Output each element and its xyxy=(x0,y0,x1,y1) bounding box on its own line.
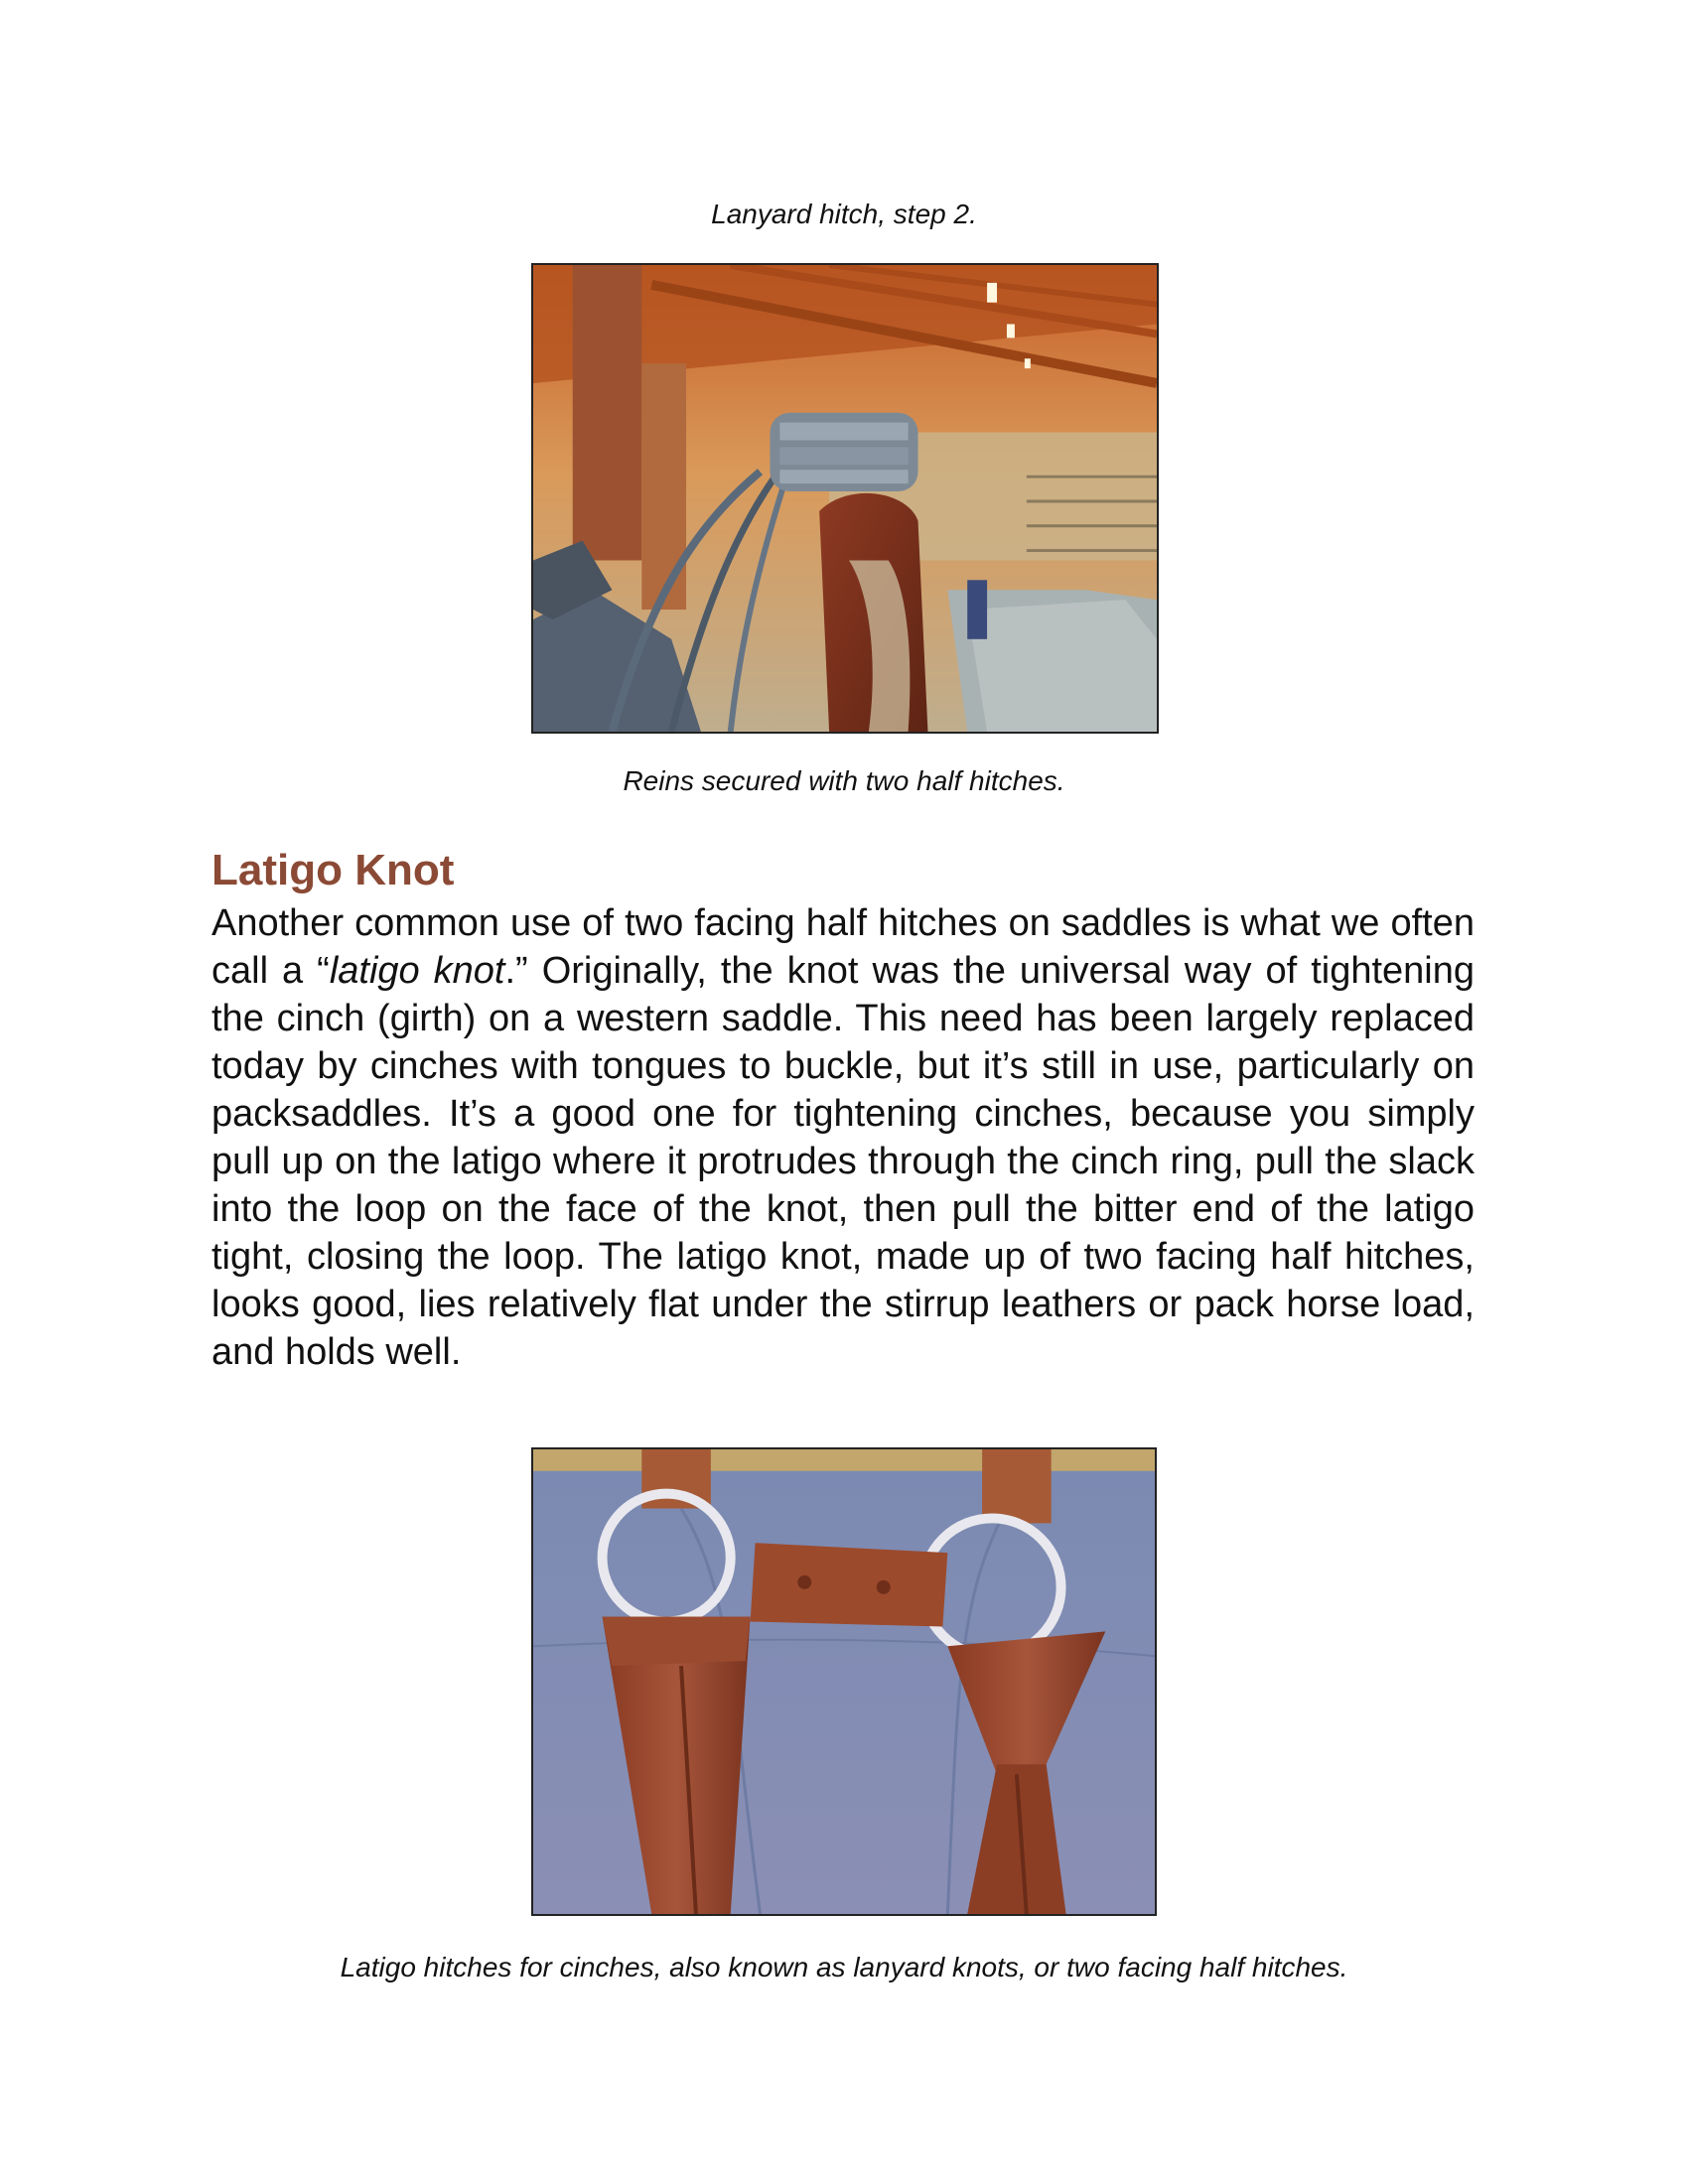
latigo-photo-illustration xyxy=(533,1449,1155,1914)
figure-1-caption: Reins secured with two half hitches. xyxy=(623,765,1065,796)
figure-1-step-caption: Lanyard hitch, step 2. xyxy=(711,199,977,229)
body-paragraph xyxy=(211,899,1475,1376)
section-heading: Latigo Knot xyxy=(211,846,455,894)
paragraph-italic-term: latigo knot xyxy=(329,950,505,992)
reins-photo-illustration xyxy=(533,265,1157,732)
figure-2-caption: Latigo hitches for cinches, also known as lanyard knots, or two facing half hitches. xyxy=(340,1952,1348,1982)
paragraph-text-part-1: Another common use of two facing half hitches on saddles is what we often call a “ xyxy=(211,902,1475,992)
latigo-hitches-photo xyxy=(531,1447,1157,1916)
paragraph-text-part-2: .” Originally, the knot was the universal way of tightening the cinch (girth) on a western saddle. This need has been largely replaced today by cinches with tongues to buckle, but it’s still in use, particularly on packsaddles. It’s a good one for tightening cinches, because you simply pull up on the latigo where it protrudes through the cinch ring, pull the slack into the loop on the face of the knot, then pull the bitter end of the latigo tight, closing the loop. The latigo knot, made up of two facing half hitches, looks good, lies relatively flat under the stirrup leathers or pack horse load, and holds well. xyxy=(211,950,1476,1373)
reins-half-hitches-photo xyxy=(531,263,1159,734)
